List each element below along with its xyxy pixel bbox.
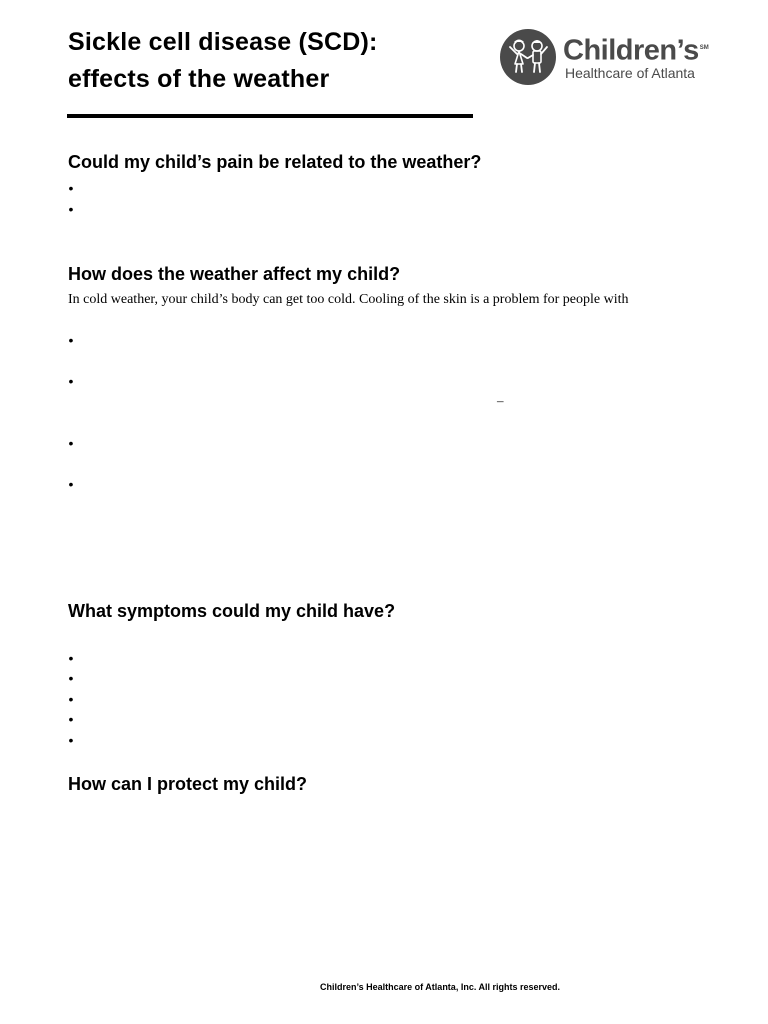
list-bullet: • [68,180,74,196]
list-bullet: • [68,435,74,451]
list-bullet: • [68,332,74,348]
childrens-healthcare-logo [500,29,730,89]
service-mark: SM [699,45,709,51]
document-title [68,24,378,98]
heading-protect: How can I protect my child? [68,774,308,794]
body-paragraph: In cold weather, your child’s body can get too cold. Cooling of the skin is a problem for people with [68,292,629,307]
title-line-1: Sickle cell disease (SCD): [68,28,378,56]
heading-pain-weather: Could my child’s pain be related to the weather? [68,152,482,172]
stray-dash: – [497,393,504,408]
list-bullet: • [68,732,74,748]
list-bullet: • [68,670,74,686]
title-divider [67,114,473,118]
list-bullet: • [68,476,74,492]
list-bullet: • [68,373,74,389]
title-line-2: effects of the weather [68,65,330,93]
logo-subtitle: Healthcare of Atlanta [565,65,695,81]
heading-symptoms: What symptoms could my child have? [68,601,396,621]
list-bullet: • [68,691,74,707]
list-bullet: • [68,650,74,666]
logo-wordmark: Children’s℠ [563,34,709,67]
heading-weather-affect: How does the weather affect my child? [68,264,401,284]
list-bullet: • [68,201,74,217]
children-figures-icon [500,29,556,85]
list-bullet: • [68,711,74,727]
copyright-footer: Children’s Healthcare of Atlanta, Inc. All rights reserved. [319,982,561,992]
